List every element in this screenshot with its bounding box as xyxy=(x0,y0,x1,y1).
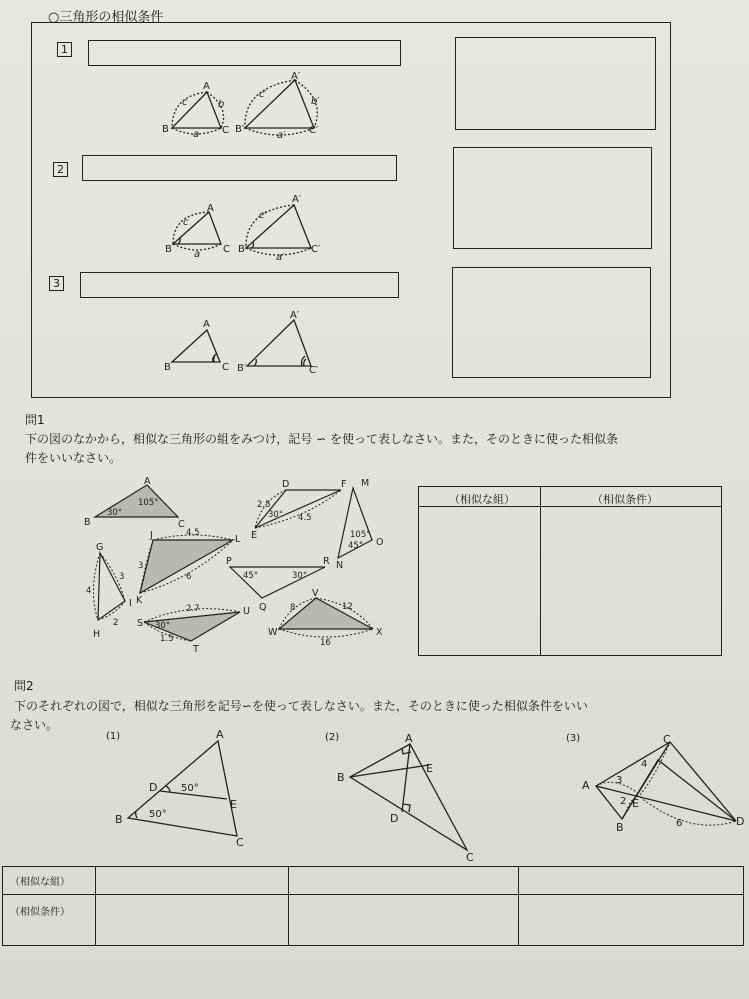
svg-text:2.5: 2.5 xyxy=(257,500,271,510)
svg-text:B′: B′ xyxy=(237,363,247,374)
svg-text:3: 3 xyxy=(119,572,125,582)
svg-text:a: a xyxy=(193,129,200,140)
svg-text:U: U xyxy=(243,606,250,617)
svg-text:c′: c′ xyxy=(259,89,267,100)
svg-text:G: G xyxy=(96,542,104,553)
svg-text:A: A xyxy=(216,728,224,741)
svg-text:30°: 30° xyxy=(268,510,284,520)
svg-text:A′: A′ xyxy=(290,310,300,321)
svg-text:45°: 45° xyxy=(243,571,259,581)
svg-text:B: B xyxy=(115,813,123,826)
svg-text:A: A xyxy=(582,779,590,792)
svg-text:W: W xyxy=(268,627,278,638)
svg-text:S: S xyxy=(137,618,144,629)
svg-text:R: R xyxy=(323,556,330,567)
q2-fig3-pairs-cell[interactable] xyxy=(520,868,742,893)
svg-text:B: B xyxy=(337,771,345,784)
svg-text:30°: 30° xyxy=(292,571,308,581)
q2-sub-3: (3) xyxy=(566,733,581,744)
q2-fig1-pairs-cell[interactable] xyxy=(97,868,287,893)
svg-text:2.7: 2.7 xyxy=(186,604,200,614)
svg-text:50°: 50° xyxy=(181,783,199,794)
svg-text:Q: Q xyxy=(259,602,267,613)
svg-text:C: C xyxy=(466,851,474,864)
q2-text-line2: なさい。 xyxy=(10,718,59,732)
q1-header-condition: （相似条件） xyxy=(592,493,658,506)
svg-text:4: 4 xyxy=(86,586,92,596)
svg-text:E: E xyxy=(230,798,237,811)
svg-text:6: 6 xyxy=(186,572,192,582)
svg-text:C: C xyxy=(178,519,185,530)
svg-text:3: 3 xyxy=(138,561,144,571)
q2-sub-2: (2) xyxy=(325,732,340,743)
svg-text:8: 8 xyxy=(290,603,296,613)
svg-text:D: D xyxy=(282,479,290,490)
svg-text:4.5: 4.5 xyxy=(186,528,200,538)
svg-text:E: E xyxy=(251,530,258,541)
q2-table-col-2 xyxy=(288,866,289,946)
svg-text:2: 2 xyxy=(113,618,119,628)
svg-text:A: A xyxy=(203,319,210,330)
svg-text:C′: C′ xyxy=(309,125,319,136)
svg-text:c: c xyxy=(182,97,188,108)
svg-text:F: F xyxy=(341,479,347,490)
svg-text:M: M xyxy=(361,478,370,489)
svg-text:D: D xyxy=(390,812,399,825)
svg-text:a′: a′ xyxy=(276,252,285,263)
svg-text:A′: A′ xyxy=(291,71,301,82)
svg-text:c: c xyxy=(183,217,189,228)
svg-text:6: 6 xyxy=(676,818,683,829)
svg-text:L: L xyxy=(235,534,241,545)
q2-fig1-condition-cell[interactable] xyxy=(97,896,287,944)
svg-text:B: B xyxy=(165,244,172,255)
svg-text:b: b xyxy=(218,99,225,110)
svg-text:c′: c′ xyxy=(259,210,267,221)
q1-header-pairs: （相似な組） xyxy=(449,493,515,506)
q2-fig2-condition-cell[interactable] xyxy=(290,896,517,944)
svg-text:C: C xyxy=(222,362,229,373)
q2-fig2-pairs-cell[interactable] xyxy=(290,868,517,893)
svg-text:12: 12 xyxy=(342,602,353,612)
svg-text:105°: 105° xyxy=(138,498,159,508)
svg-text:P: P xyxy=(226,556,232,567)
q2-table-row-divider xyxy=(2,894,744,895)
svg-text:B′: B′ xyxy=(238,244,248,255)
svg-text:C′: C′ xyxy=(311,244,321,255)
svg-text:16: 16 xyxy=(320,638,331,648)
svg-text:B: B xyxy=(84,517,91,528)
svg-text:C: C xyxy=(663,733,671,746)
svg-text:X: X xyxy=(376,627,383,638)
svg-text:2: 2 xyxy=(620,796,627,807)
svg-text:V: V xyxy=(312,588,319,599)
q2-row-label-pairs: （相似な組） xyxy=(10,877,70,888)
svg-text:1.5: 1.5 xyxy=(160,634,174,644)
condition-number-2: 2 xyxy=(53,162,68,177)
svg-text:E: E xyxy=(632,797,639,810)
condition-number-1: 1 xyxy=(57,42,72,57)
svg-text:I: I xyxy=(129,598,132,609)
svg-text:A′: A′ xyxy=(292,194,302,205)
svg-text:D: D xyxy=(736,815,745,828)
svg-text:3: 3 xyxy=(616,775,623,786)
condition-number-3: 3 xyxy=(49,276,64,291)
svg-text:b′: b′ xyxy=(311,96,320,107)
svg-text:B: B xyxy=(162,124,169,135)
svg-text:C: C xyxy=(223,244,230,255)
q2-table-col-1 xyxy=(95,866,96,946)
svg-text:B: B xyxy=(616,821,624,834)
svg-text:B: B xyxy=(164,362,171,373)
q1-title: 問1 xyxy=(25,413,45,427)
svg-text:B′: B′ xyxy=(235,124,245,135)
svg-text:30°: 30° xyxy=(107,508,123,518)
svg-text:H: H xyxy=(93,629,101,640)
svg-text:O: O xyxy=(376,537,384,548)
q2-row-label-condition: （相似条件） xyxy=(10,907,70,918)
q2-text-line1: 下のそれぞれの図で，相似な三角形を記号∽を使って表しなさい。また，そのときに使った相似条件をいい xyxy=(14,699,588,713)
svg-text:45°: 45° xyxy=(348,541,364,551)
svg-text:a: a xyxy=(194,249,201,260)
q1-text-line1: 下の図のなかから，相似な三角形の組をみつけ，記号 ∽ を使って表しなさい。また，そのときに使った相似条 xyxy=(25,432,618,446)
svg-text:K: K xyxy=(136,595,143,606)
q2-sub-1: (1) xyxy=(106,731,121,742)
svg-text:C: C xyxy=(236,836,244,849)
q2-title: 問2 xyxy=(14,679,34,693)
q2-table-col-3 xyxy=(518,866,519,946)
svg-text:4: 4 xyxy=(641,759,648,770)
svg-text:A: A xyxy=(405,732,413,745)
svg-text:C: C xyxy=(222,125,229,136)
label-A: A xyxy=(203,81,210,92)
svg-text:T: T xyxy=(193,644,199,655)
svg-text:4.5: 4.5 xyxy=(298,513,312,523)
svg-text:C′: C′ xyxy=(309,365,319,376)
svg-text:N: N xyxy=(336,560,344,571)
svg-text:30°: 30° xyxy=(155,621,171,631)
svg-text:D: D xyxy=(149,781,158,794)
svg-text:A: A xyxy=(144,476,151,487)
svg-text:A: A xyxy=(207,203,214,214)
svg-text:105°: 105° xyxy=(350,530,371,540)
svg-text:50°: 50° xyxy=(149,809,167,820)
section-title: ○三角形の相似条件 xyxy=(48,10,164,25)
svg-text:a′: a′ xyxy=(277,130,286,141)
svg-text:J: J xyxy=(150,530,153,541)
svg-text:E: E xyxy=(426,762,433,775)
q1-text-line2: 件をいいなさい。 xyxy=(25,451,122,465)
q2-fig3-condition-cell[interactable] xyxy=(520,896,742,944)
